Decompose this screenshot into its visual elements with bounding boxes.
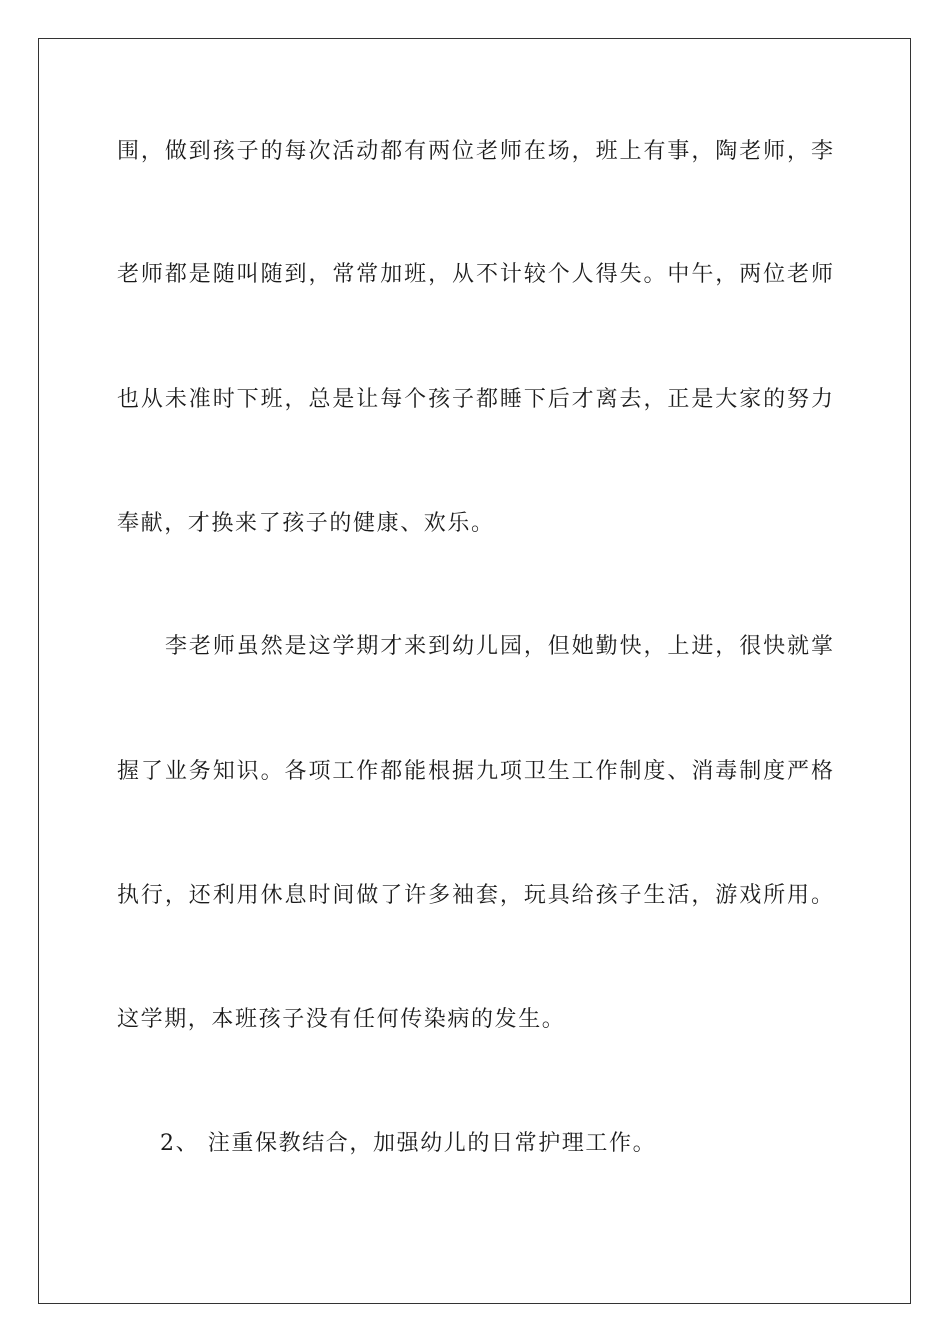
paragraph-line-3: 也从未准时下班，总是让每个孩子都睡下后才离去，正是大家的努力 — [117, 387, 833, 412]
paragraph-line-7: 执行，还利用休息时间做了许多袖套，玩具给孩子生活，游戏所用。 — [117, 883, 833, 908]
page-border — [38, 38, 911, 1304]
paragraph-line-5: 李老师虽然是这学期才来到幼儿园，但她勤快，上进，很快就掌 — [165, 634, 833, 659]
paragraph-line-1: 围，做到孩子的每次活动都有两位老师在场，班上有事，陶老师，李 — [117, 139, 833, 164]
paragraph-line-6: 握了业务知识。各项工作都能根据九项卫生工作制度、消毒制度严格 — [117, 759, 833, 784]
paragraph-line-8: 这学期，本班孩子没有任何传染病的发生。 — [117, 1007, 566, 1032]
paragraph-line-2: 老师都是随叫随到，常常加班，从不计较个人得失。中午，两位老师 — [117, 262, 833, 287]
section-heading-2: 2、 注重保教结合，加强幼儿的日常护理工作。 — [160, 1131, 657, 1156]
paragraph-line-4: 奉献，才换来了孩子的健康、欢乐。 — [117, 511, 495, 536]
